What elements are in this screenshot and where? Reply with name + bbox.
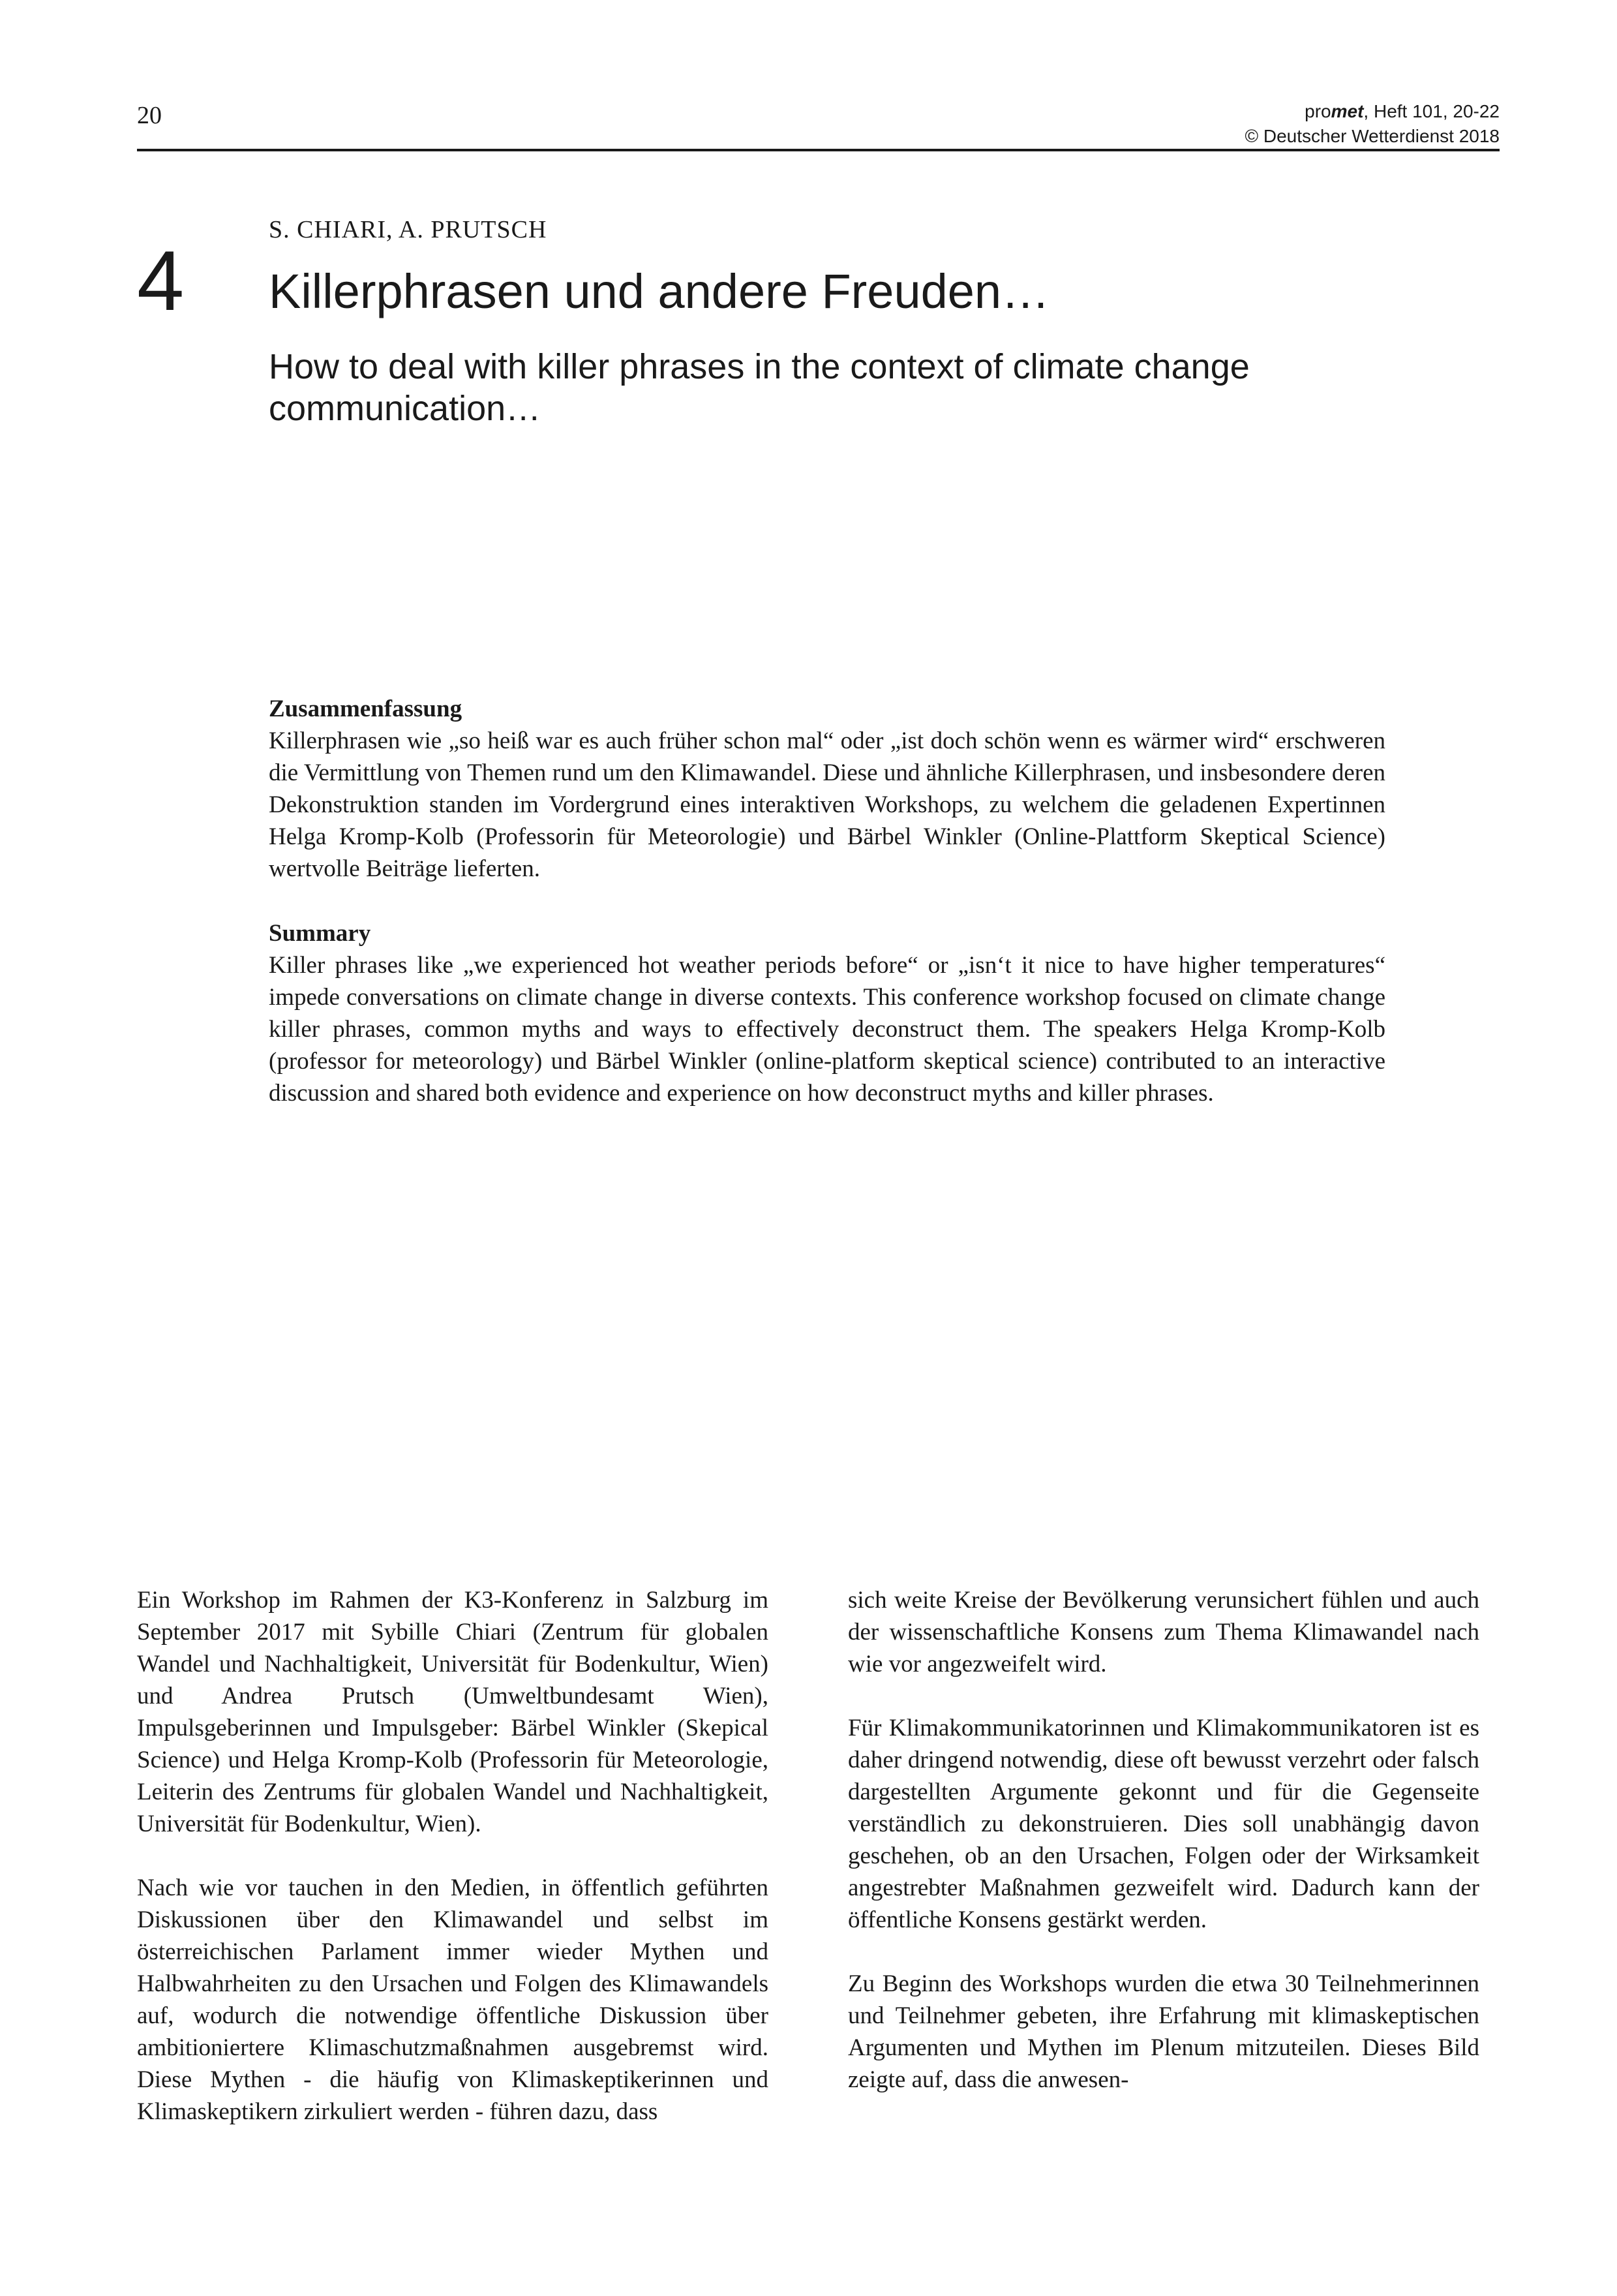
header-divider [137,149,1500,151]
chapter-number: 4 [137,233,185,328]
body-paragraph: Für Klimakommunikatorinnen und Klimakommunikatoren ist es daher dringend notwendig, diese oft bewusst verzehrt oder falsch dargestellten Argumente gekonnt und für die Gegenseite verständlich zu dekonstruieren. Dies soll unabhängig davon geschehen, ob an den Ursachen, Folgen oder der Wirksamkeit angestrebter Maßnahmen gezweifelt wird. Dadurch kann der öffentliche Konsens gestärkt werden. [848,1715,1479,1933]
abstract-german-text: Killerphrasen wie „so heiß war es auch früher schon mal“ oder „ist doch schön wenn es wärmer wird“ erschweren die Vermittlung von Themen rund um den Klimawandel. Diese und ähnliche Killerphrasen, und insbesondere deren Dekonstruktion standen im Vordergrund eines interaktiven Workshops, zu welchem die geladenen Expertinnen Helga Kromp-Kolb (Professorin für Meteorologie) und Bärbel Winkler (Online-Plattform Skeptical Science) wertvolle Beiträge lieferten. [269,727,1385,882]
journal-name-met: met [1331,101,1364,121]
journal-info [1245,99,1500,149]
abstract-english-heading: Summary [269,920,371,947]
copyright-notice: © Deutscher Wetterdienst 2018 [1245,126,1500,146]
article-subtitle: How to deal with killer phrases in the context of climate change communication… [269,347,1250,428]
abstract-english-text: Killer phrases like „we experienced hot weather periods before“ or „isn‘t it nice to have higher temperatures“ impede conversations on climate change in diverse contexts. This conference workshop focused on climate change killer phrases, common myths and ways to effectively deconstruct them. The speakers Helga Kromp-Kolb (professor for meteorology) und Bärbel Winkler (online-platform skeptical science) contributed to an interactive discussion and shared both evidence and experience on how deconstruct myths and killer phrases. [269,952,1385,1107]
body-paragraph: sich weite Kreise der Bevölkerung verunsichert fühlen und auch der wissenschaftliche Konsens zum Thema Klimawandel nach wie vor angezweifelt wird. [848,1587,1479,1677]
body-paragraph: Ein Workshop im Rahmen der K3-Konferenz in Salzburg im September 2017 mit Sybille Chiari (Zentrum für globalen Wandel und Nachhaltigkeit, Universität für Bodenkultur, Wien) und Andrea Prutsch (Umweltbundesamt Wien), Impulsgeberinnen und Impulsgeber: Bärbel Winkler (Skepical Science) und Helga Kromp-Kolb (Professorin für Meteorologie, Leiterin des Zentrums für globalen Wandel und Nachhaltigkeit, Universität für Bodenkultur, Wien). [137,1587,768,1837]
abstract-english [269,917,1385,1109]
article-authors: S. CHIARI, A. PRUTSCH [269,216,547,243]
abstract-german-heading: Zusammenfassung [269,696,462,722]
article-title: Killerphrasen und andere Freuden… [269,264,1050,318]
journal-name-pro: pro [1305,101,1331,121]
body-column-right [848,1584,1479,2128]
body-paragraph: Zu Beginn des Workshops wurden die etwa 30 Teilnehmerinnen und Teilnehmer gebeten, ihre Erfahrung mit klimaskeptischen Argumenten und Mythen im Plenum mitzuteilen. Dieses Bild zeigte auf, dass die anwesen- [848,1970,1479,2093]
body-paragraph: Nach wie vor tauchen in den Medien, in öffentlich geführten Diskussionen über den Klimawandel und selbst im österreichischen Parlament immer wieder Mythen und Halbwahrheiten zu den Ursachen und Folgen des Klimawandels auf, wodurch die notwendige öffentliche Diskussion über ambitioniertere Klimaschutzmaßnahmen ausgebremst wird. Diese Mythen - die häufig von Klimaskeptikerinnen und Klimaskeptikern zirkuliert werden - führen dazu, dass [137,1875,768,2125]
abstract-german [269,693,1385,885]
page-number: 20 [137,102,162,129]
journal-issue: , Heft 101, 20-22 [1363,101,1500,121]
journal-citation [1245,99,1500,124]
body-column-left [137,1584,768,2160]
